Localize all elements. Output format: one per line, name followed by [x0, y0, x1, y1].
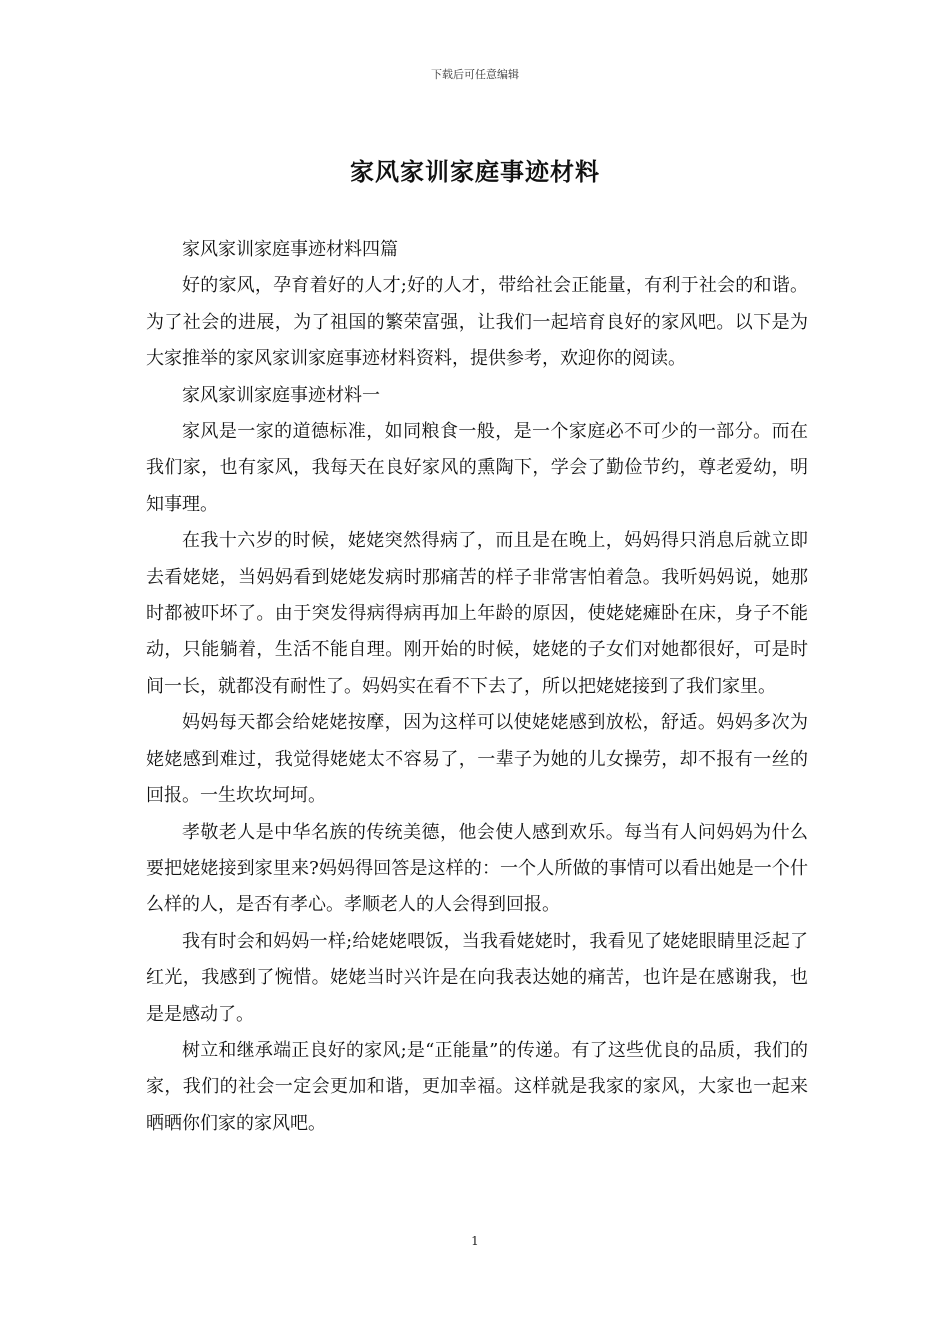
paragraph-body: 孝敬老人是中华名族的传统美德，他会使人感到欢乐。每当有人问妈妈为什么要把姥姥接到家里来?妈妈得回答是这样的：一个人所做的事情可以看出她是一个什么样的人，是否有孝心。孝顺老人的人会得到回报。 — [146, 821, 808, 916]
paragraph-body: 妈妈每天都会给姥姥按摩，因为这样可以使姥姥感到放松，舒适。妈妈多次为姥姥感到难过，我觉得姥姥太不容易了，一辈子为她的儿女操劳，却不报有一丝的回报。一生坎坎坷坷。 — [146, 712, 808, 807]
paragraph-subtitle: 家风家训家庭事迹材料四篇 — [182, 239, 398, 260]
page-number: 1 — [471, 1234, 479, 1248]
paragraph-body: 在我十六岁的时候，姥姥突然得病了，而且是在晚上，妈妈得只消息后就立即去看姥姥，当妈妈看到姥姥发病时那痛苦的样子非常害怕着急。我听妈妈说，她那时都被吓坏了。由于突发得病得病再加上年龄的原因，使姥姥瘫卧在床，身子不能动，只能躺着，生活不能自理。刚开始的时候，姥姥的子女们对她都很好，可是时间一长，就都没有耐性了。妈妈实在看不下去了，所以把姥姥接到了我们家里。 — [146, 530, 808, 697]
paragraph-intro: 好的家风，孕育着好的人才;好的人才，带给社会正能量，有利于社会的和谐。为了社会的进展，为了祖国的繁荣富强，让我们一起培育良好的家风吧。以下是为大家推举的家风家训家庭事迹材料资料，提供参考，欢迎你的阅读。 — [146, 275, 808, 370]
paragraph-body: 我有时会和妈妈一样;给姥姥喂饭，当我看姥姥时，我看见了姥姥眼睛里泛起了红光，我感到了惋惜。姥姥当时兴许是在向我表达她的痛苦，也许是在感谢我，也是是感动了。 — [146, 930, 808, 1025]
document-title: 家风家训家庭事迹材料 — [350, 157, 600, 186]
page-header-note: 下载后可任意编辑 — [431, 68, 519, 81]
paragraph-body: 树立和继承端正良好的家风;是“正能量”的传递。有了这些优良的品质，我们的家，我们的社会一定会更加和谐，更加幸福。这样就是我家的家风，大家也一起来晒晒你们家的家风吧。 — [146, 1039, 808, 1134]
paragraph-body: 家风是一家的道德标准，如同粮食一般，是一个家庭必不可少的一部分。而在我们家，也有家风，我每天在良好家风的熏陶下，学会了勤俭节约，尊老爱幼，明知事理。 — [146, 421, 808, 515]
document-body — [146, 232, 808, 1142]
paragraph-section-heading: 家风家训家庭事迹材料一 — [182, 384, 380, 406]
